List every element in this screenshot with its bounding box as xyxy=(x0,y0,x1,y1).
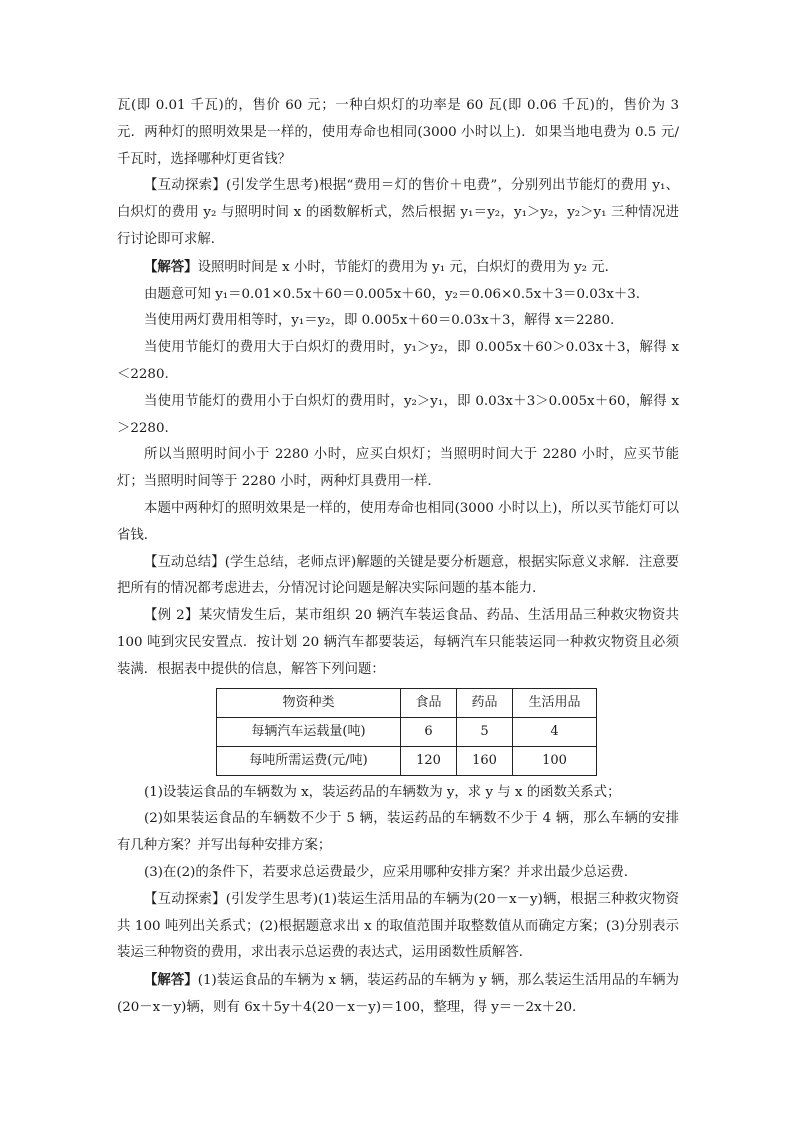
paragraph-text: (1)装运食品的车辆为 x 辆，装运药品的车辆为 y 辆，那么装运生活用品的车辆为(20－x－y)辆，则有 6x＋5y＋4(20－x－y)＝100，整理，得 y＝－2x＋20. xyxy=(117,973,680,1015)
greater-cost-case: 当使用节能灯的费用大于白炽灯的费用时，y₁＞y₂，即 0.005x＋60＞0.03x＋3，解得 x＜2280. xyxy=(117,340,679,382)
equal-cost-case: 当使用两灯费用相等时，y₁＝y₂，即 0.005x＋60＝0.03x＋3，解得 x＝2280. xyxy=(144,313,615,329)
table-cell: 100 xyxy=(513,746,597,775)
table-cell: 每辆汽车运载量(吨) xyxy=(217,717,401,746)
table-header-row xyxy=(217,688,597,717)
paragraph-text: (引发学生思考)(1)装运生活用品的车辆为(20－x－y)辆，根据三种救灾物资共 100 吨列出关系式；(2)根据题意求出 x 的取值范围并取整数值从而确定方案；(3)分别表示装运三种物资的费用，求出表示总运费的表达式，运用函数性质解答． xyxy=(117,891,679,961)
interactive-summary xyxy=(117,550,679,604)
table-cell: 6 xyxy=(401,717,457,746)
section-label: 【互动探索】 xyxy=(144,891,226,907)
interactive-exploration-2 xyxy=(117,887,679,967)
problem-continuation: 瓦(即 0.01 千瓦)的，售价 60 元；一种白炽灯的功率是 60 瓦(即 0.06 千瓦)的，售价为 3 元．两种灯的照明效果是一样的，使用寿命也相同(3000 小时以上)．如果当地电费为 0.5 元/千瓦时，选择哪种灯更省钱？ xyxy=(117,98,679,167)
table-cell: 120 xyxy=(401,746,457,775)
conclusion: 所以当照明时间小于 2280 小时，应买白炽灯；当照明时间大于 2280 小时，应买节能灯；当照明时间等于 2280 小时，两种灯具费用一样． xyxy=(117,447,679,490)
paragraph-text: (学生总结，老师点评)解题的关键是要分析题意，根据实际意义求解．注意要把所有的情况都考虑进去，分情况讨论问题是解决实际问题的基本能力． xyxy=(117,554,680,597)
table-cell: 160 xyxy=(457,746,513,775)
section-label: 【互动总结】 xyxy=(144,554,225,570)
example-label: 【例 2】 xyxy=(144,608,199,624)
table-header-cell: 食品 xyxy=(401,688,457,717)
paragraph-text: (引发学生思考)根据“费用＝灯的售价＋电费”，分别列出节能灯的费用 y₁、白炽灯的费用 y₂ 与照明时间 x 的函数解析式，然后根据 y₁＝y₂，y₁＞y₂，y₂＞y₁ 三种情况进行讨论即可求解． xyxy=(117,178,680,247)
supplies-table xyxy=(216,688,597,776)
smaller-cost-case: 当使用节能灯的费用小于白炽灯的费用时，y₂＞y₁，即 0.03x＋3＞0.005x＋60，解得 x＞2280. xyxy=(117,393,679,436)
table-row xyxy=(217,717,597,746)
interactive-exploration-1 xyxy=(117,173,679,253)
table-cell: 每吨所需运费(元/吨) xyxy=(217,746,401,775)
paragraph-text: 某灾情发生后，某市组织 20 辆汽车装运食品、药品、生活用品三种救灾物资共 100 吨到灾民安置点．按计划 20 辆汽车都要装运，每辆汽车只能装运同一种救灾物资且必须装满．根据表中提供的信息，解答下列问题： xyxy=(117,608,679,677)
example-2 xyxy=(117,603,679,683)
table-cell: 5 xyxy=(457,717,513,746)
table-header-cell: 物资种类 xyxy=(217,688,401,717)
answer-label: 【解答】 xyxy=(144,972,198,989)
document-page xyxy=(117,93,679,1022)
remark: 本题中两种灯的照明效果是一样的，使用寿命也相同(3000 小时以上)，所以买节能灯可以省钱． xyxy=(117,500,679,543)
question-2: (2)如果装运食品的车辆数不少于 5 辆，装运药品的车辆数不少于 4 辆，那么车辆的安排有几种方案？并写出每种安排方案； xyxy=(117,811,679,854)
table-header-cell: 药品 xyxy=(457,688,513,717)
answer-2 xyxy=(117,967,679,1022)
table-header-cell: 生活用品 xyxy=(513,688,597,717)
equation-line: 由题意可知 y₁＝0.01×0.5x＋60＝0.005x＋60，y₂＝0.06×0.5x＋3＝0.03x＋3. xyxy=(144,286,640,302)
answer-label: 【解答】 xyxy=(144,258,198,275)
paragraph-text: 设照明时间是 x 小时，节能灯的费用为 y₁ 元，白炽灯的费用为 y₂ 元． xyxy=(197,259,619,275)
table-cell: 4 xyxy=(513,717,597,746)
question-3: (3)在(2)的条件下，若要求总运费最少，应采用哪种安排方案？并求出最少总运费． xyxy=(144,864,638,880)
question-1: (1)设装运食品的车辆数为 x，装运药品的车辆数为 y，求 y 与 x 的函数关系式； xyxy=(144,784,621,800)
answer-1 xyxy=(117,254,679,282)
section-label: 【互动探索】 xyxy=(144,178,227,194)
table-row xyxy=(217,746,597,775)
